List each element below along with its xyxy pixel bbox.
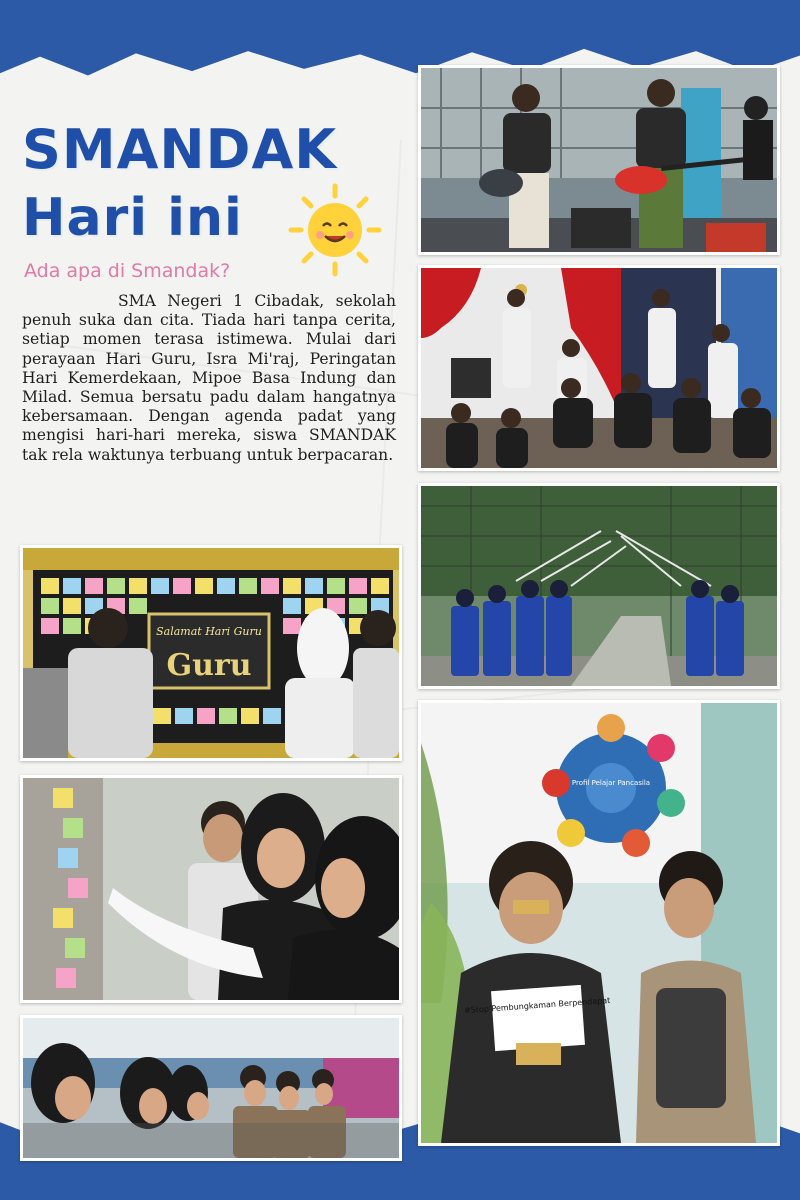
subtitle: Ada apa di Smandak?	[24, 260, 231, 282]
board-caption: Salamat Hari Guru	[156, 625, 262, 638]
page-title-line2: Hari ini	[22, 188, 243, 248]
photo-teachers-day-board	[20, 545, 402, 761]
photo-sword-arch-ceremony	[418, 483, 780, 689]
photo-isra-miraj-performance	[418, 265, 780, 471]
photo-students-sticky-notes	[20, 775, 402, 1003]
article-body: SMA Negeri 1 Cibadak, sekolah penuh suka dan cita. Tiada hari tanpa cerita, setiap momen terasa istimewa. Mulai dari perayaan Hari Guru, Isra Mi'raj, Peringatan Hari Kemerdekaan, Mipoe Basa Indung dan Milad. Semua bersatu padu dalam hangatnya kebersamaan. Dengan agenda padat yang mengisi hari-hari mereka, siswa SMANDAK tak rela waktunya terbuang untuk berpacaran.	[22, 292, 396, 464]
photo-band-performance	[418, 65, 780, 255]
protest-sign-text: #Stop Pembungkaman Berpendapat	[463, 995, 611, 1016]
photo-freedom-of-speech-performance	[418, 700, 780, 1146]
smiling-sun-icon	[287, 182, 383, 278]
page-title-line1: SMANDAK	[22, 118, 338, 181]
photo-students-gathering	[20, 1015, 402, 1161]
banner-title: Profil Pelajar Pancasila	[571, 779, 651, 787]
svg-text:Guru: Guru	[166, 648, 252, 683]
